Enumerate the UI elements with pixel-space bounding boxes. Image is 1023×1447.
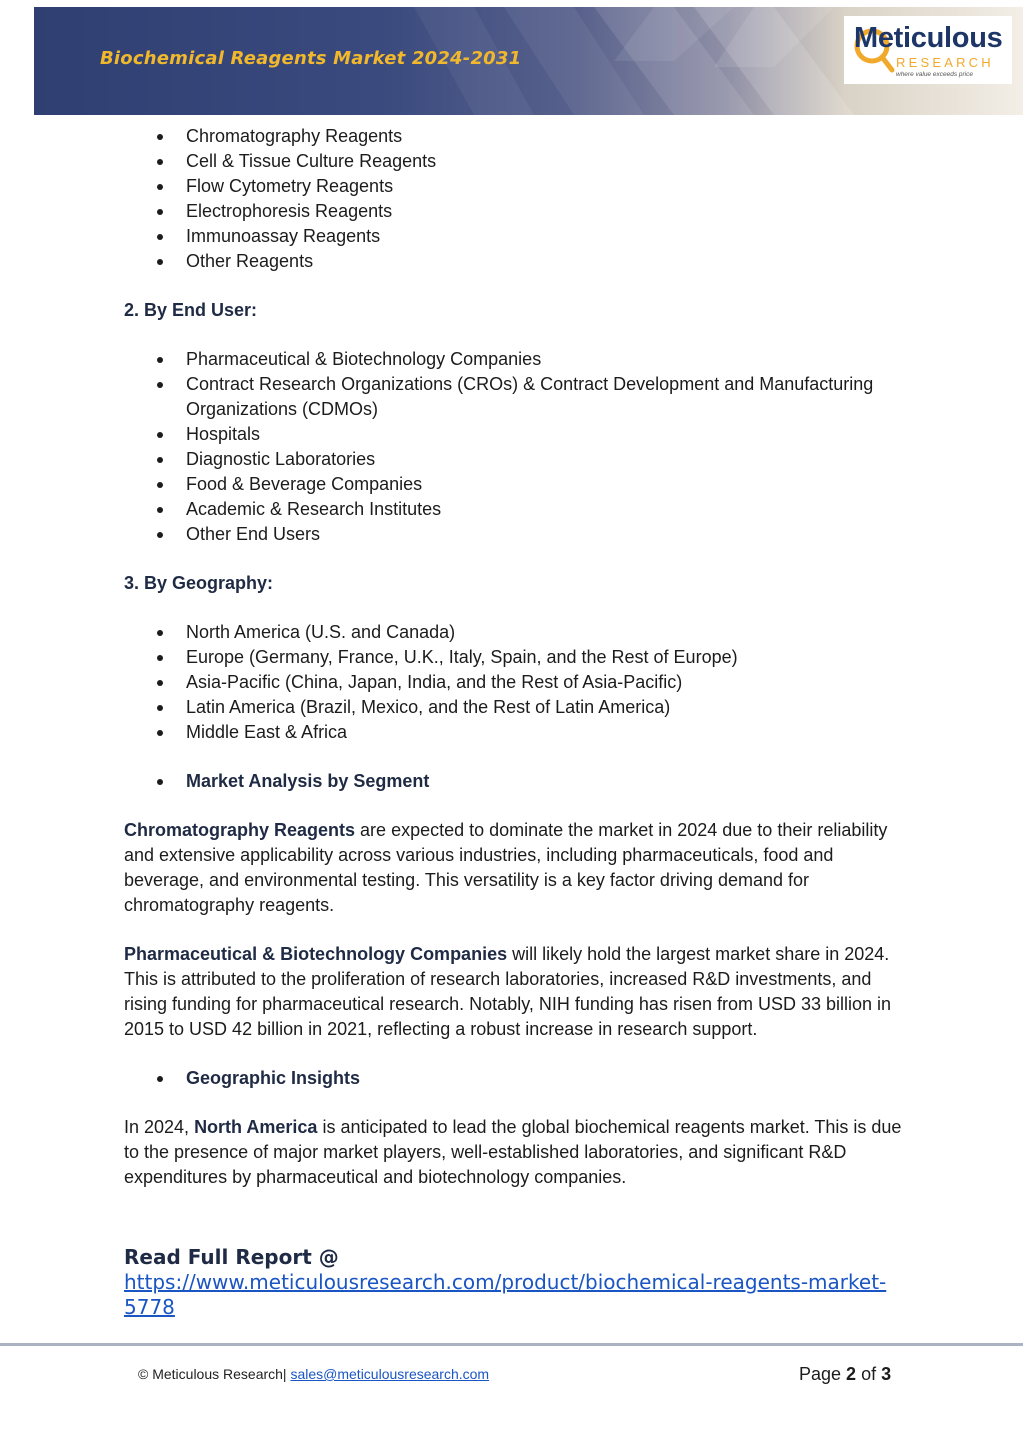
list-item: Asia-Pacific (China, Japan, India, and the Rest of Asia-Pacific) bbox=[124, 670, 904, 695]
section-heading-segment-analysis: Market Analysis by Segment bbox=[124, 769, 904, 794]
bold-term: Pharmaceutical & Biotechnology Companies bbox=[124, 944, 508, 964]
report-link[interactable]: https://www.meticulousresearch.com/product/biochemical-reagents-market-5778 bbox=[124, 1270, 887, 1319]
section-heading-end-user: 2. By End User: bbox=[124, 300, 258, 320]
logo-subword: RESEARCH bbox=[896, 55, 994, 70]
bold-term: Chromatography Reagents bbox=[124, 820, 356, 840]
paragraph-text: is anticipated to lead the global biochemical reagents market. This is due to the presence of major market players, well-established laboratories, and significant R&D expenditures by pharmaceutical and biotechnology companies. bbox=[124, 1117, 902, 1187]
copyright-text: © Meticulous Research| bbox=[138, 1366, 287, 1382]
list-item: Europe (Germany, France, U.K., Italy, Spain, and the Rest of Europe) bbox=[124, 645, 904, 670]
section-heading-geographic-insights: Geographic Insights bbox=[124, 1066, 904, 1091]
email-link[interactable]: sales@meticulousresearch.com bbox=[290, 1366, 490, 1382]
paragraph-north-america bbox=[124, 1115, 904, 1190]
paragraph-chromatography bbox=[124, 818, 904, 918]
list-item: Hospitals bbox=[124, 422, 904, 447]
segment-analysis-heading-list bbox=[124, 769, 904, 794]
read-full-report-label: Read Full Report @ bbox=[124, 1245, 339, 1269]
document-body bbox=[124, 124, 904, 1190]
bold-term: North America bbox=[194, 1117, 318, 1137]
meticulous-research-logo bbox=[844, 16, 1012, 84]
page-of: of bbox=[856, 1364, 882, 1384]
end-user-list bbox=[124, 347, 904, 547]
list-item: Pharmaceutical & Biotechnology Companies bbox=[124, 347, 904, 372]
list-item: Diagnostic Laboratories bbox=[124, 447, 904, 472]
list-item: Chromatography Reagents bbox=[124, 124, 904, 149]
paragraph-text: In 2024, bbox=[124, 1117, 195, 1137]
list-item: Flow Cytometry Reagents bbox=[124, 174, 904, 199]
section-heading-geography: 3. By Geography: bbox=[124, 573, 274, 593]
list-item: Other Reagents bbox=[124, 249, 904, 274]
logo-tagline: where value exceeds price bbox=[896, 71, 973, 78]
product-list bbox=[124, 124, 904, 274]
paragraph-text: are expected to dominate the market in 2024 due to their reliability and extensive applicability across various industries, including pharmaceuticals, food and beverage, and environmental testing. This versatility is a key factor driving demand for chromatography reagents. bbox=[124, 820, 888, 915]
list-item: North America (U.S. and Canada) bbox=[124, 620, 904, 645]
paragraph-text: will likely hold the largest market share in 2024. This is attributed to the proliferation of research laboratories, increased R&D investments, and rising funding for pharmaceutical research. Notably, NIH funding has risen from USD 33 billion in 2015 to USD 42 billion in 2021, reflecting a robust increase in research support. bbox=[124, 944, 892, 1039]
geographic-insights-heading-list bbox=[124, 1066, 904, 1091]
list-item: Immunoassay Reagents bbox=[124, 224, 904, 249]
list-item: Food & Beverage Companies bbox=[124, 472, 904, 497]
list-item: Academic & Research Institutes bbox=[124, 497, 904, 522]
geography-list bbox=[124, 620, 904, 745]
list-item: Contract Research Organizations (CROs) & Contract Development and Manufacturing Organizations (CDMOs) bbox=[124, 372, 904, 422]
header-banner bbox=[34, 7, 1023, 115]
page-number bbox=[799, 1364, 891, 1385]
list-item: Middle East & Africa bbox=[124, 720, 904, 745]
list-item: Electrophoresis Reagents bbox=[124, 199, 904, 224]
list-item: Other End Users bbox=[124, 522, 904, 547]
report-title: Biochemical Reagents Market 2024-2031 bbox=[100, 48, 522, 69]
footer-copyright bbox=[138, 1366, 489, 1382]
paragraph-pharma bbox=[124, 942, 904, 1042]
page-prefix: Page bbox=[799, 1364, 847, 1384]
list-item: Cell & Tissue Culture Reagents bbox=[124, 149, 904, 174]
logo-wordmark: Meticulous bbox=[854, 22, 1003, 54]
list-item: Latin America (Brazil, Mexico, and the Rest of Latin America) bbox=[124, 695, 904, 720]
page-total: 3 bbox=[881, 1364, 892, 1384]
read-full-report bbox=[124, 1245, 924, 1320]
footer-divider bbox=[0, 1343, 1023, 1346]
page-current: 2 bbox=[846, 1364, 857, 1384]
